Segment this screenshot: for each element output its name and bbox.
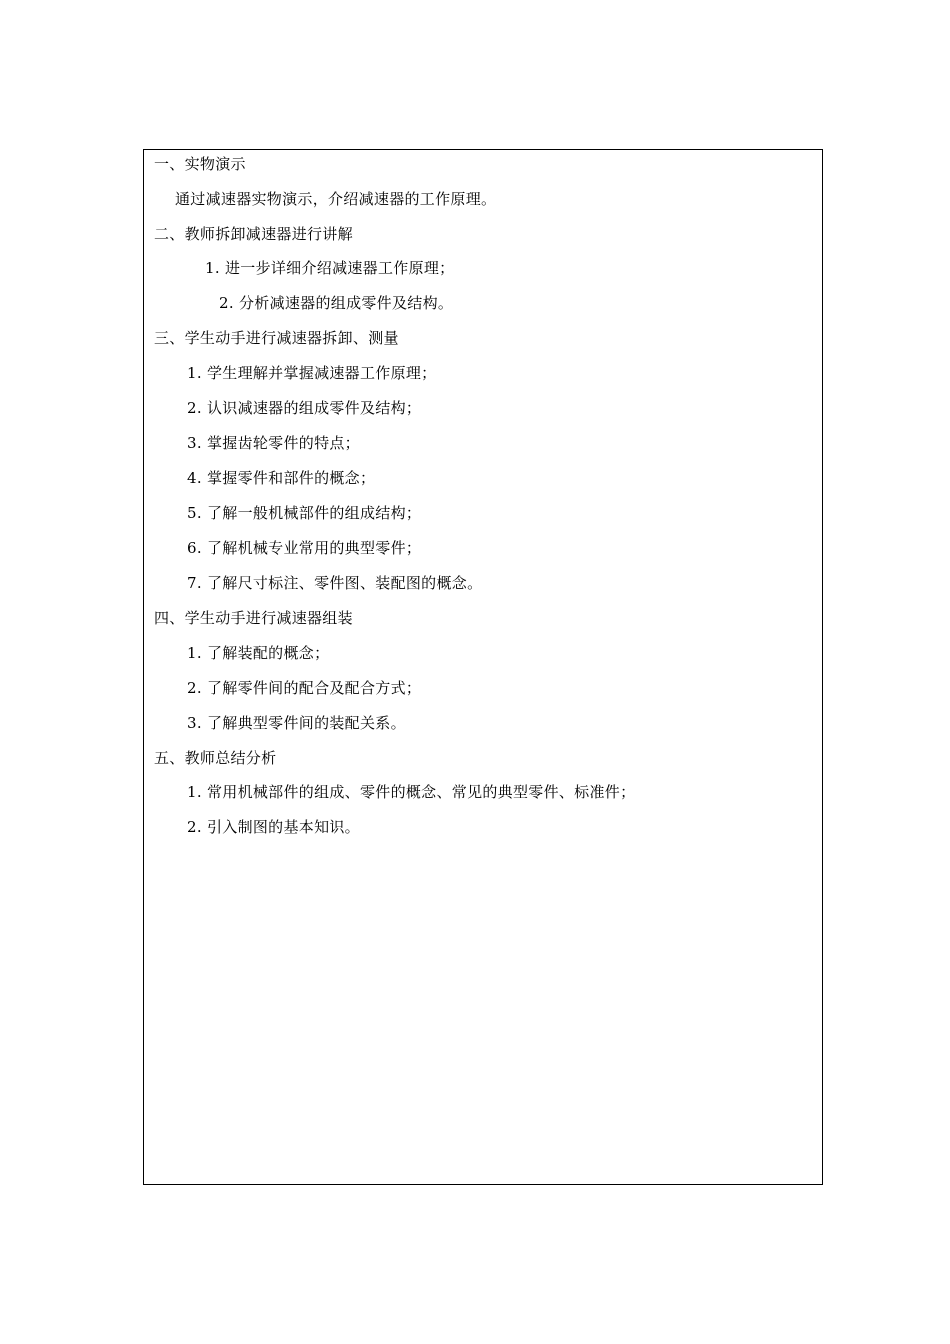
section-heading-5: 五、教师总结分析	[154, 749, 277, 767]
section-heading-4: 四、学生动手进行减速器组装	[154, 609, 353, 627]
section-3-item-6: 6. 了解机械专业常用的典型零件；	[187, 539, 422, 557]
section-heading-3: 三、学生动手进行减速器拆卸、测量	[154, 329, 399, 347]
section-4-item-2: 2. 了解零件间的配合及配合方式；	[187, 679, 422, 697]
section-2-item-2: 2. 分析减速器的组成零件及结构。	[219, 294, 454, 312]
section-3-item-3: 3. 掌握齿轮零件的特点；	[187, 434, 360, 452]
section-3-item-1: 1. 学生理解并掌握减速器工作原理；	[187, 364, 437, 382]
section-3-item-2: 2. 认识减速器的组成零件及结构；	[187, 399, 422, 417]
section-4-item-3: 3. 了解典型零件间的装配关系。	[187, 714, 406, 732]
section-heading-2: 二、教师拆卸减速器进行讲解	[154, 225, 353, 243]
section-heading-1: 一、实物演示	[154, 155, 246, 173]
section-1-item-1: 通过减速器实物演示，介绍减速器的工作原理。	[175, 190, 497, 208]
section-3-item-4: 4. 掌握零件和部件的概念；	[187, 469, 376, 487]
section-3-item-7: 7. 了解尺寸标注、零件图、装配图的概念。	[187, 574, 483, 592]
section-5-item-1: 1. 常用机械部件的组成、零件的概念、常见的典型零件、标准件；	[187, 783, 636, 801]
section-5-item-2: 2. 引入制图的基本知识。	[187, 818, 360, 836]
section-3-item-5: 5. 了解一般机械部件的组成结构；	[187, 504, 422, 522]
section-2-item-1: 1. 进一步详细介绍减速器工作原理；	[205, 259, 455, 277]
section-4-item-1: 1. 了解装配的概念；	[187, 644, 330, 662]
